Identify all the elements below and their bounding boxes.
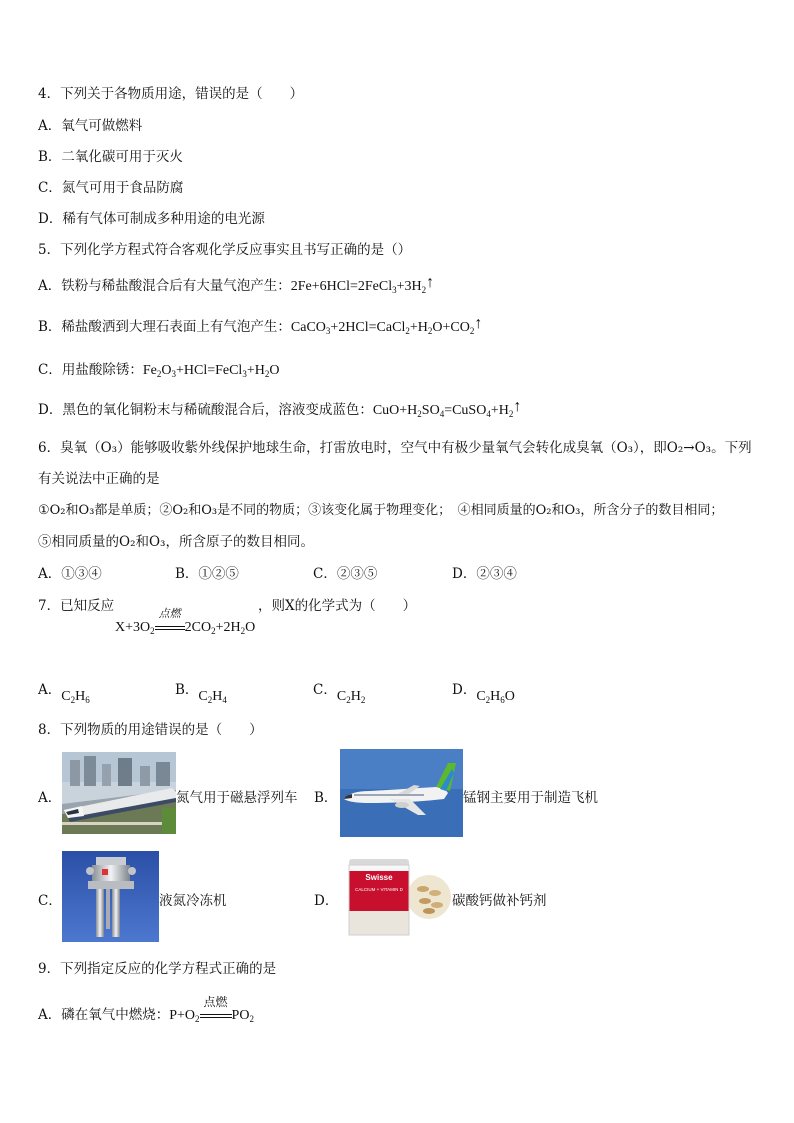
q7-b-label: B． <box>175 682 199 698</box>
q7-condition: 点燃 <box>158 608 181 620</box>
q7-stem-post: ，则X的化学式为（ ） <box>258 598 417 614</box>
q7-c-label: C． <box>313 682 337 698</box>
q5-stem: 5．下列化学方程式符合客观化学反应事实且书写正确的是（） <box>38 242 412 258</box>
q7-option-c <box>313 678 366 705</box>
q8-b-text: 锰钢主要用于制造飞机 <box>463 790 598 806</box>
q8-d-text: 碳酸钙做补钙剂 <box>452 893 547 909</box>
q5-c-text: C．用盐酸除锈： <box>38 362 143 378</box>
q5-option-d <box>38 398 521 419</box>
q5-a-equation: $2Fe+6HCl=2FeCl_3+3H_2↑$ <box>290 274 435 295</box>
maglev-train-image <box>62 752 176 834</box>
q4-option-c: C．氮气可用于食品防腐 <box>38 180 184 196</box>
bottle-brand: Swisse <box>365 873 393 882</box>
q9-a-text: A．磷在氧气中燃烧： <box>38 1007 170 1023</box>
q7-stem-pre: 7．已知反应 <box>38 598 115 614</box>
q4-option-b: B．二氧化碳可用于灭火 <box>38 149 183 165</box>
q9-option-a <box>38 995 254 1024</box>
q7-a-formula: $C_2H_6$ <box>61 689 90 705</box>
q9-a-equation: $P+O_2$ 点燃 $PO_2$ <box>169 995 254 1024</box>
q7-option-d <box>452 678 515 705</box>
q5-c-equation: $Fe_2O_3+HCl=FeCl_3+H_2O$ <box>142 363 280 379</box>
q9-condition: 点燃 <box>203 995 228 1009</box>
q8-c-label: C． <box>38 893 62 909</box>
q5-option-a <box>38 274 434 295</box>
q6-option-c: C．②③⑤ <box>313 566 378 582</box>
bottle-label: CALCIUM + VITAMIN D <box>355 887 403 892</box>
calcium-supplement-image <box>345 855 452 939</box>
q7-c-formula: $C_2H_2$ <box>336 689 366 705</box>
q5-d-text: D．黑色的氧化铜粉末与稀硫酸混合后，溶液变成蓝色： <box>38 402 373 418</box>
q8-a-label: A． <box>38 790 62 806</box>
q6-line2: 有关说法中正确的是 <box>38 471 160 487</box>
q8-d-label: D． <box>314 893 339 909</box>
q7-b-formula: $C_2H_4$ <box>198 689 227 705</box>
q6-line4: ⑤相同质量的O₂和O₃，所含原子的数目相同。 <box>38 534 314 550</box>
q9-stem: 9．下列指定反应的化学方程式正确的是 <box>38 961 277 977</box>
q5-option-c <box>38 358 279 379</box>
q4-option-d: D．稀有气体可制成多种用途的电光源 <box>38 211 265 227</box>
q8-b-label: B． <box>314 790 338 806</box>
q6-option-a: A．①③④ <box>38 566 102 582</box>
airplane-image <box>340 749 463 837</box>
q5-b-equation: $CaCO_3+2HCl=CaCl_2+H_2O+CO_2↑$ <box>290 315 483 336</box>
q5-option-b <box>38 315 482 336</box>
q7-d-formula: $C_2H_6O$ <box>476 689 515 705</box>
q5-a-text: A．铁粉与稀盐酸混合后有大量气泡产生： <box>38 278 291 294</box>
q7-option-b <box>175 678 227 705</box>
q8-a-text: 氮气用于磁悬浮列车 <box>176 790 298 806</box>
q8-stem: 8．下列物质的用途错误的是（ ） <box>38 722 263 738</box>
q7-option-a <box>38 678 90 705</box>
q6-line1: 6．臭氧（O₃）能够吸收紫外线保护地球生命，打雷放电时，空气中有极少量氧气会转化成臭氧（O₃），即O₂→O₃。下列 <box>38 440 752 456</box>
q7-a-label: A． <box>38 682 62 698</box>
q7-equation: $X+3O_2$ 点燃 $2CO_2+2H_2O$ <box>115 620 255 636</box>
q6-option-b: B．①②⑤ <box>175 566 239 582</box>
q4-option-a: A．氧气可做燃料 <box>38 118 143 134</box>
q6-line3: ①O₂和O₃都是单质；②O₂和O₃是不同的物质；③该变化属于物理变化； ④相同质量的O₂和O₃，所含分子的数目相同； <box>38 503 724 518</box>
q4-stem: 4．下列关于各物质用途，错误的是（ ） <box>38 86 304 102</box>
q5-b-text: B．稀盐酸洒到大理石表面上有气泡产生： <box>38 319 291 335</box>
liquid-nitrogen-freezer-image <box>62 851 159 942</box>
q8-c-text: 液氮冷冻机 <box>159 893 227 909</box>
q6-option-d: D．②③④ <box>452 566 517 582</box>
q7-d-label: D． <box>452 682 477 698</box>
q5-d-equation: $CuO+H_2SO_4=CuSO_4+H_2↑$ <box>372 398 522 419</box>
